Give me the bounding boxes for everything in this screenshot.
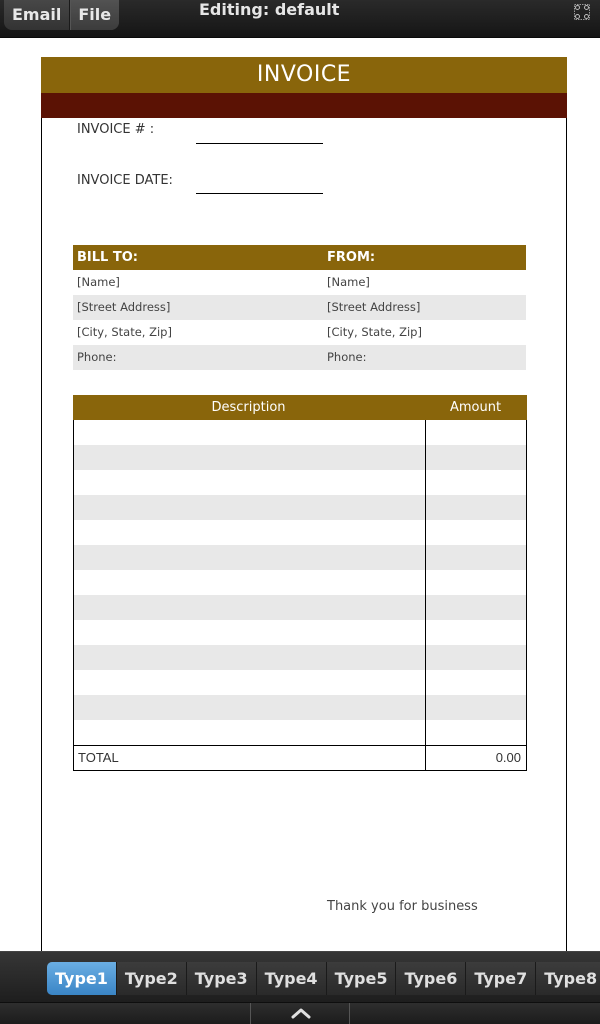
type3-tab[interactable]: Type3 bbox=[186, 962, 256, 995]
fullscreen-toggle-icon[interactable] bbox=[574, 4, 590, 20]
type6-tab[interactable]: Type6 bbox=[395, 962, 465, 995]
from-street[interactable]: [Street Address] bbox=[327, 300, 421, 314]
template-type-segmented-control bbox=[47, 962, 600, 995]
type4-tab[interactable]: Type4 bbox=[256, 962, 326, 995]
description-cell[interactable] bbox=[74, 495, 425, 520]
description-cell[interactable] bbox=[74, 545, 425, 570]
table-row bbox=[74, 595, 526, 620]
line-items-header bbox=[73, 395, 527, 420]
description-cell[interactable] bbox=[74, 570, 425, 595]
table-row bbox=[74, 495, 526, 520]
description-cell[interactable] bbox=[74, 470, 425, 495]
amount-column-header: Amount bbox=[449, 400, 502, 415]
description-column-header: Description bbox=[211, 400, 286, 415]
invoice-number-field[interactable] bbox=[196, 143, 323, 144]
invoice-title: INVOICE bbox=[41, 57, 567, 93]
editing-title: Editing: default bbox=[199, 0, 340, 19]
file-button[interactable]: File bbox=[69, 0, 119, 30]
amount-cell[interactable] bbox=[425, 645, 526, 670]
type5-tab[interactable]: Type5 bbox=[326, 962, 396, 995]
table-row bbox=[74, 620, 526, 645]
amount-cell[interactable] bbox=[425, 595, 526, 620]
page-border-right bbox=[566, 118, 567, 952]
description-cell[interactable] bbox=[74, 445, 425, 470]
description-cell[interactable] bbox=[74, 595, 425, 620]
amount-cell[interactable] bbox=[425, 420, 526, 445]
amount-cell[interactable] bbox=[425, 520, 526, 545]
invoice-date-field[interactable] bbox=[196, 193, 323, 194]
table-row bbox=[74, 570, 526, 595]
invoice-header-band bbox=[41, 93, 567, 118]
amount-cell[interactable] bbox=[425, 620, 526, 645]
table-row bbox=[74, 720, 526, 745]
bill-to-heading: BILL TO: bbox=[77, 250, 138, 265]
description-cell[interactable] bbox=[74, 695, 425, 720]
description-cell[interactable] bbox=[74, 670, 425, 695]
address-row-city bbox=[73, 320, 526, 345]
address-block bbox=[73, 245, 526, 370]
total-value: 0.00 bbox=[425, 746, 526, 770]
action-button-group bbox=[4, 0, 119, 30]
amount-cell[interactable] bbox=[425, 695, 526, 720]
amount-cell[interactable] bbox=[425, 445, 526, 470]
line-items-body bbox=[73, 420, 527, 745]
type1-tab[interactable]: Type1 bbox=[47, 962, 116, 995]
thank-you-note[interactable]: Thank you for business bbox=[327, 899, 478, 914]
expand-nav-button[interactable] bbox=[250, 1003, 350, 1024]
system-nav-bar bbox=[0, 1002, 600, 1024]
total-label: TOTAL bbox=[78, 750, 119, 765]
description-cell[interactable] bbox=[74, 620, 425, 645]
table-row bbox=[74, 420, 526, 445]
bill-to-city[interactable]: [City, State, Zip] bbox=[77, 325, 172, 339]
table-row bbox=[74, 520, 526, 545]
description-cell[interactable] bbox=[74, 520, 425, 545]
address-row-name bbox=[73, 270, 526, 295]
from-heading: FROM: bbox=[327, 250, 376, 265]
description-cell[interactable] bbox=[74, 720, 425, 745]
template-type-bar bbox=[0, 951, 600, 1002]
amount-cell[interactable] bbox=[425, 670, 526, 695]
type7-tab[interactable]: Type7 bbox=[465, 962, 535, 995]
table-row bbox=[74, 470, 526, 495]
bill-to-street[interactable]: [Street Address] bbox=[77, 300, 171, 314]
type8-tab[interactable]: Type8 bbox=[535, 962, 600, 995]
amount-cell[interactable] bbox=[425, 470, 526, 495]
table-row bbox=[74, 545, 526, 570]
page-border-left bbox=[41, 118, 42, 952]
chevron-up-icon bbox=[291, 1008, 311, 1019]
from-phone[interactable]: Phone: bbox=[327, 350, 367, 364]
address-header-row bbox=[73, 245, 526, 270]
address-row-phone bbox=[73, 345, 526, 370]
table-row bbox=[74, 670, 526, 695]
bill-to-phone[interactable]: Phone: bbox=[77, 350, 117, 364]
amount-cell[interactable] bbox=[425, 495, 526, 520]
invoice-date-label: INVOICE DATE: bbox=[77, 173, 173, 188]
action-bar bbox=[0, 0, 600, 38]
table-row bbox=[74, 445, 526, 470]
table-row bbox=[74, 695, 526, 720]
total-row bbox=[73, 745, 527, 771]
bill-to-name[interactable]: [Name] bbox=[77, 275, 120, 289]
email-button[interactable]: Email bbox=[12, 5, 62, 24]
type2-tab[interactable]: Type2 bbox=[116, 962, 186, 995]
amount-cell[interactable] bbox=[425, 720, 526, 745]
line-items-table bbox=[73, 395, 527, 771]
amount-cell[interactable] bbox=[425, 570, 526, 595]
invoice-number-label: INVOICE # : bbox=[77, 122, 155, 137]
amount-cell[interactable] bbox=[425, 545, 526, 570]
description-cell[interactable] bbox=[74, 645, 425, 670]
table-row bbox=[74, 645, 526, 670]
address-row-street bbox=[73, 295, 526, 320]
description-cell[interactable] bbox=[74, 420, 425, 445]
from-name[interactable]: [Name] bbox=[327, 275, 370, 289]
from-city[interactable]: [City, State, Zip] bbox=[327, 325, 422, 339]
